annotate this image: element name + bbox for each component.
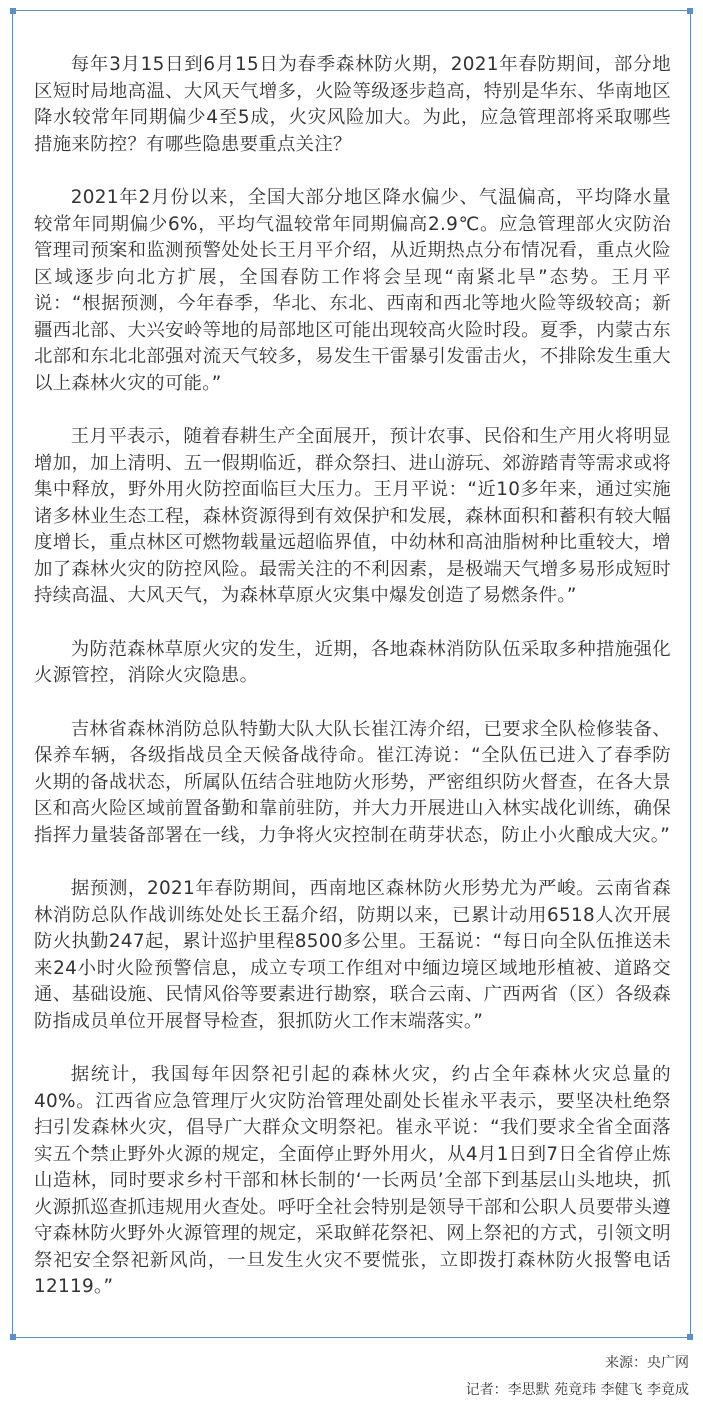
reporters-line: 记者：李思默 苑竟玮 李健飞 李竟成 (465, 1382, 689, 1398)
article-paragraph-jiangxi: 据统计，我国每年因祭祀引起的森林火灾，约占全年森林火灾总量的40%。江西省应急管理厅火灾防治管理处副处长崔永平表示，要坚决杜绝祭扫引发森林火灾，倡导广大群众文明祭祀。崔永平说：“我们要求全省全面落实五个禁止野外火源的规定，全面停止野外用火，从4月1日到7日全省停止炼山造林，同时要求乡村干部和林长制的‘一长两员’全部下到基层山头地块，抓火源抓巡查抓违规用火查处。呼吁全社会特别是领导干部和公职人员要带头遵守森林防火野外火源管理的规定，采取鲜花祭祀、网上祭祀的方式，引领文明祭祀安全祭祀新风尚，一旦发生火灾不要慌张，立即拨打森林防火报警电话12119。” (34, 1064, 671, 1297)
article-paragraph-measures: 为防范森林草原火灾的发生，近期，各地森林消防队伍采取多种措施强化火源管控，消除火灾隐患。 (34, 638, 671, 686)
frame-corner-top-right (687, 8, 693, 14)
article-paragraph-risk: 王月平表示，随着春耕生产全面展开，预计农事、民俗和生产用火将明显增加，加上清明、五一假期临近，群众祭扫、进山游玩、郊游踏青等需求或将集中释放，野外用火防控面临巨大压力。王月平说：“近10多年来，通过实施诸多林业生态工程，森林资源得到有效保护和发展，森林面积和蓄积有较大幅度增长，重点林区可燃物载量远超临界值，中幼林和高油脂树种比重较大，增加了森林火灾的防控风险。最需关注的不利因素，是极端天气增多易形成短时持续高温、大风天气，为森林草原火灾集中爆发创造了易燃条件。” (34, 426, 671, 606)
article-footer (466, 1350, 689, 1404)
article-paragraph-jilin: 吉林省森林消防总队特勤大队大队长崔江涛介绍，已要求全队检修装备、保养车辆，各级指战员全天候备战待命。崔江涛说：“全队伍已进入了春季防火期的备战状态，所属队伍结合驻地防火形势，严密组织防火督查，在各大景区和高火险区域前置备勤和靠前驻防，并大力开展进山入林实战化训练，确保指挥力量装备部署在一线，力争将火灾控制在萌芽状态，防止小火酿成大灾。” (34, 718, 671, 846)
article-body (34, 52, 671, 1328)
article-paragraph-yunnan: 据预测，2021年春防期间，西南地区森林防火形势尤为严峻。云南省森林消防总队作战训练处处长王磊介绍，防期以来，已累计动用6518人次开展防火执勤247起，累计巡护里程8500多公里。王磊说：“每日向全队伍推送未来24小时火险预警信息，成立专项工作组对中缅边境区域地形植被、道路交通、基础设施、民情风俗等要素进行勘察，联合云南、广西两省（区）各级森防指成员单位开展督导检查，狠抓防火工作末端落实。” (34, 878, 671, 1032)
frame-corner-top-left (10, 8, 16, 14)
article-paragraph-weather: 2021年2月份以来，全国大部分地区降水偏少、气温偏高，平均降水量较常年同期偏少6%，平均气温较常年同期偏高2.9℃。应急管理部火灾防治管理司预案和监测预警处处长王月平介绍，从近期热点分布情况看，重点火险区域逐步向北方扩展，全国春防工作将会呈现“南紧北旱”态势。王月平说：“根据预测，今年春季，华北、东北、西南和西北等地火险等级较高；新疆西北部、大兴安岭等地的局部地区可能出现较高火险时段。夏季，内蒙古东北部和东北北部强对流天气较多，易发生干雷暴引发雷击火，不排除发生重大以上森林火灾的可能。” (34, 187, 671, 394)
article-paragraph-intro: 每年3月15日到6月15日为春季森林防火期，2021年春防期间，部分地区短时局地高温、大风天气增多，火险等级逐步趋高，特别是华东、华南地区降水较常年同期偏少4至5成，火灾风险加大。为此，应急管理部将采取哪些措施来防控？有哪些隐患要重点关注？ (34, 54, 671, 155)
frame-corner-bottom-right (687, 1334, 693, 1340)
source-line: 来源：央广网 (605, 1355, 689, 1371)
frame-corner-bottom-left (10, 1334, 16, 1340)
